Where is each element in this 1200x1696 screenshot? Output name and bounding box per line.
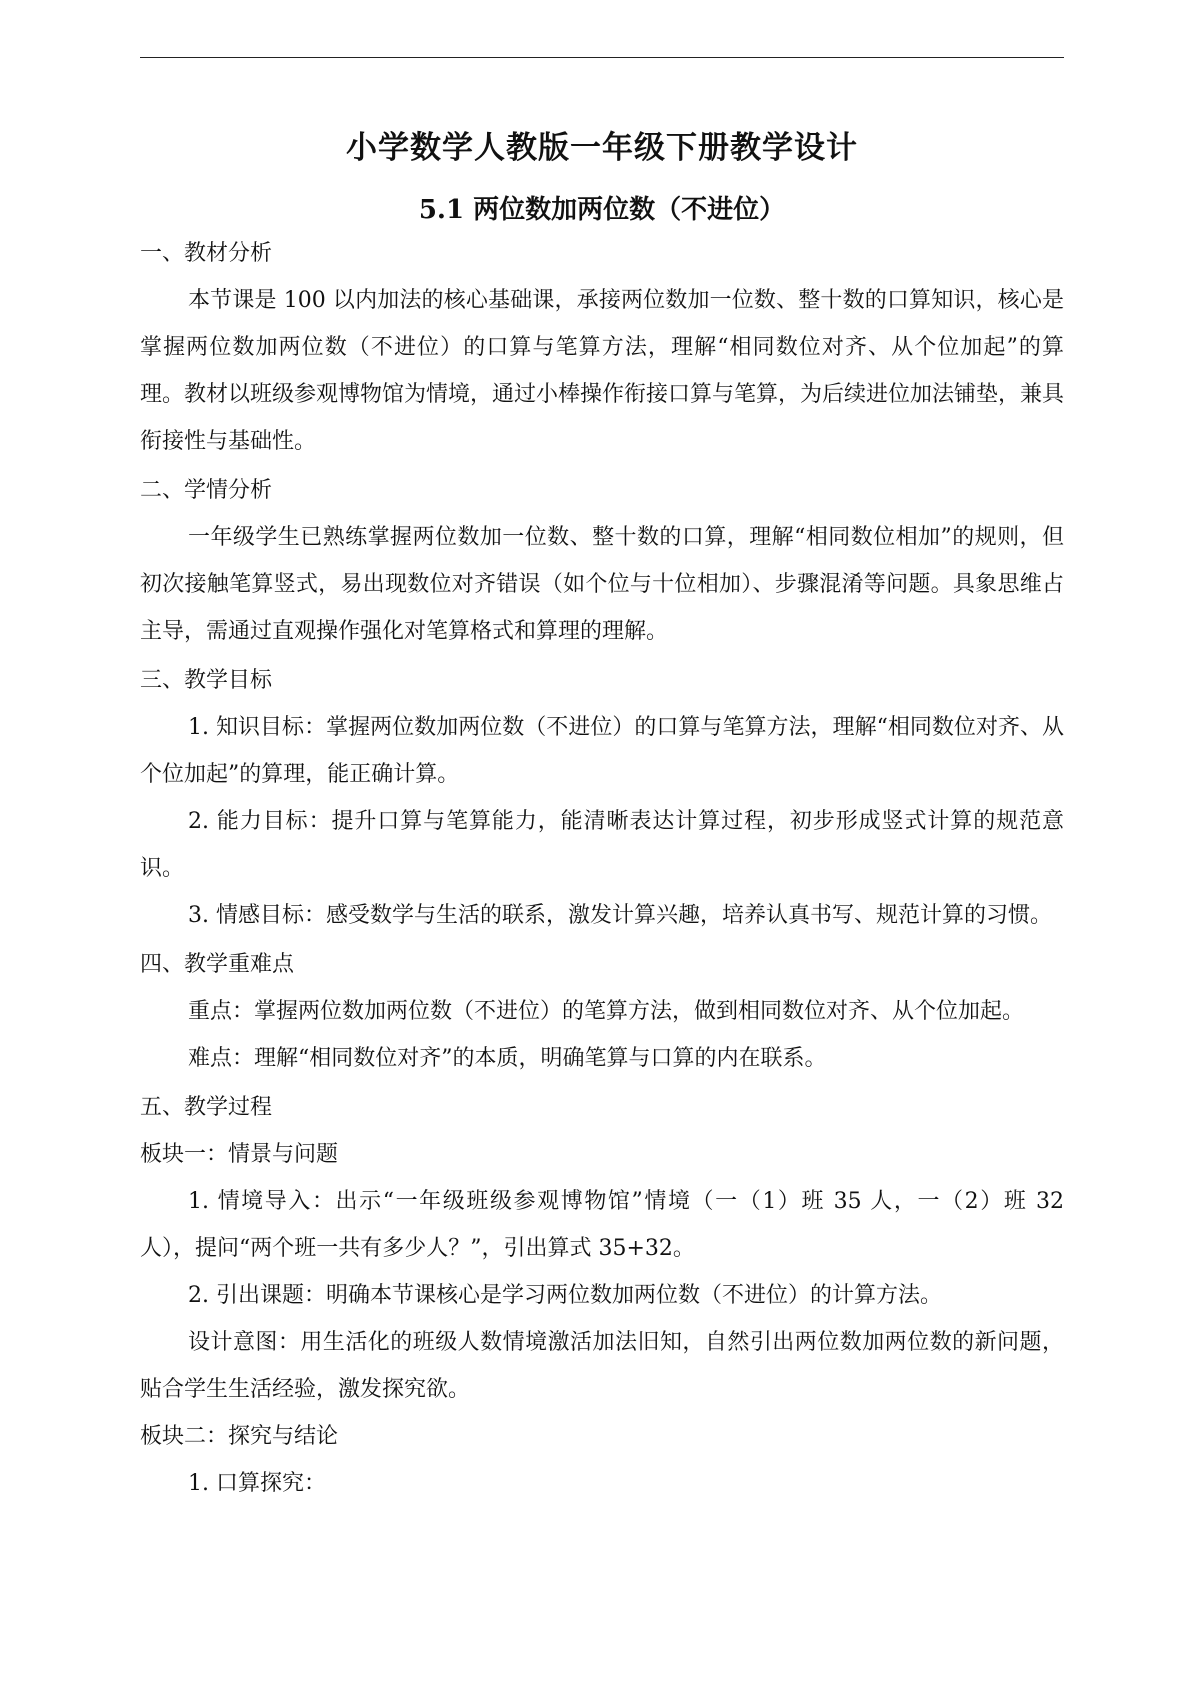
section-heading-teaching-goals: 三、教学目标 (140, 668, 273, 693)
paragraph-student-analysis: 一年级学生已熟练掌握两位数加一位数、整十数的口算，理解“相同数位相加”的规则，但初次接触笔算竖式，易出现数位对齐错误（如个位与十位相加）、步骤混淆等问题。具象思维占主导，需通过直观操作强化对笔算格式和算理的理解。 (140, 525, 1064, 644)
paragraph-scenario-intro: 1. 情境导入：出示“一年级班级参观博物馆”情境（一（1）班 35 人，一（2）班 32 人），提问“两个班一共有多少人？”，引出算式 35+32。 (140, 1189, 1064, 1261)
header-rule (140, 57, 1064, 58)
paragraph-difficult-point: 难点：理解“相同数位对齐”的本质，明确笔算与口算的内在联系。 (188, 1046, 827, 1071)
block-heading-scenario: 板块一：情景与问题 (140, 1142, 339, 1167)
section-heading-key-points: 四、教学重难点 (140, 952, 295, 977)
section-heading-teaching-process: 五、教学过程 (140, 1095, 273, 1120)
lesson-subtitle: 5.1 两位数加两位数（不进位） (418, 195, 786, 225)
paragraph-oral-exploration: 1. 口算探究： (188, 1471, 326, 1496)
paragraph-key-point: 重点：掌握两位数加两位数（不进位）的笔算方法，做到相同数位对齐、从个位加起。 (188, 999, 1025, 1024)
document-title: 小学数学人教版一年级下册教学设计 (346, 130, 858, 166)
paragraph-knowledge-goal: 1. 知识目标：掌握两位数加两位数（不进位）的口算与笔算方法，理解“相同数位对齐、从个位加起”的算理，能正确计算。 (140, 715, 1064, 787)
document-body (140, 108, 1064, 1507)
paragraph-emotion-goal: 3. 情感目标：感受数学与生活的联系，激发计算兴趣，培养认真书写、规范计算的习惯。 (188, 903, 1052, 928)
paragraph-textbook-analysis: 本节课是 100 以内加法的核心基础课，承接两位数加一位数、整十数的口算知识，核心是掌握两位数加两位数（不进位）的口算与笔算方法，理解“相同数位对齐、从个位加起”的算理。教材以班级参观博物馆为情境，通过小棒操作衔接口算与笔算，为后续进位加法铺垫，兼具衔接性与基础性。 (140, 288, 1065, 454)
paragraph-ability-goal: 2. 能力目标：提升口算与笔算能力，能清晰表达计算过程，初步形成竖式计算的规范意识。 (140, 809, 1064, 881)
paragraph-topic-intro: 2. 引出课题：明确本节课核心是学习两位数加两位数（不进位）的计算方法。 (188, 1283, 942, 1308)
section-heading-textbook-analysis: 一、教材分析 (140, 241, 273, 266)
block-heading-exploration: 板块二：探究与结论 (140, 1424, 339, 1449)
paragraph-design-intent: 设计意图：用生活化的班级人数情境激活加法旧知，自然引出两位数加两位数的新问题，贴合学生生活经验，激发探究欲。 (140, 1330, 1064, 1402)
section-heading-student-analysis: 二、学情分析 (140, 478, 273, 503)
